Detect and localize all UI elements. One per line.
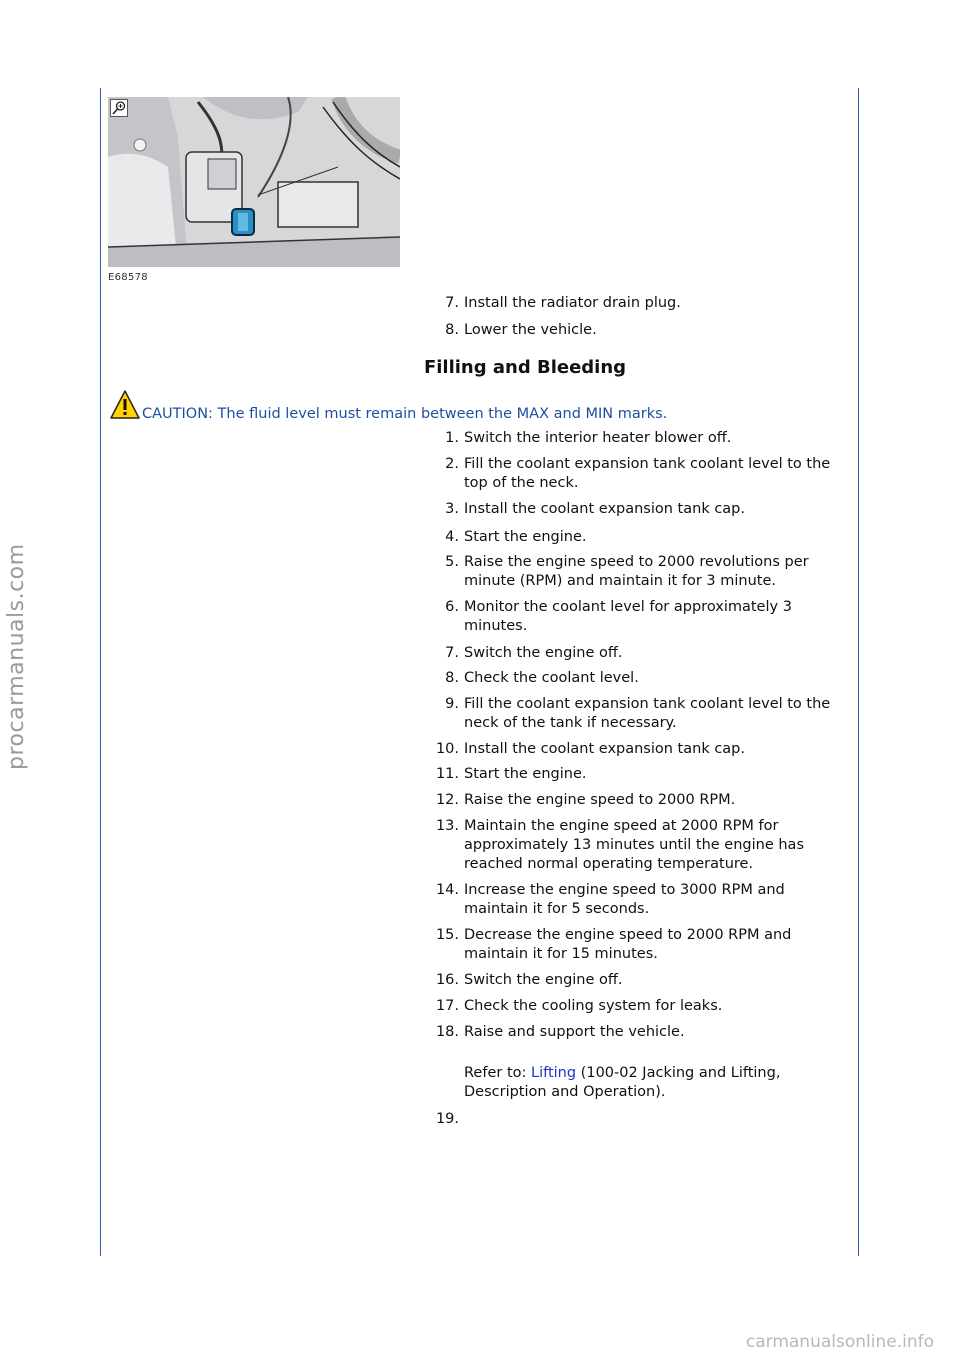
step-text: Raise the engine speed to 2000 RPM. xyxy=(464,792,736,808)
step-number: 1. xyxy=(445,430,459,446)
step-number: 18. xyxy=(435,1024,459,1040)
step-number: 6. xyxy=(445,599,459,615)
step-number: 7. xyxy=(445,645,459,661)
zoom-in-icon[interactable] xyxy=(110,99,128,117)
step-text: Switch the engine off. xyxy=(464,972,623,988)
step-text: Decrease the engine speed to 2000 RPM and maintain it for 15 minutes. xyxy=(464,927,792,962)
step-text: Switch the engine off. xyxy=(464,645,623,661)
step-number: 13. xyxy=(435,818,459,834)
step-number: 11. xyxy=(435,766,459,782)
reference-suffix: (100-02 Jacking and Lifting, Description and Operation). xyxy=(464,1065,781,1100)
step-text: Increase the engine speed to 3000 RPM and maintain it for 5 seconds. xyxy=(464,882,785,917)
step-text: Install the coolant expansion tank cap. xyxy=(464,741,745,757)
right-margin-rule xyxy=(858,88,859,1256)
component-illustration[interactable] xyxy=(108,97,400,267)
step-text: Fill the coolant expansion tank coolant level to the top of the neck. xyxy=(464,456,831,491)
section-title: Filling and Bleeding xyxy=(423,357,627,378)
step-text: Check the cooling system for leaks. xyxy=(464,998,723,1014)
step-number: 3. xyxy=(445,501,459,517)
step-text: Raise the engine speed to 2000 revolutions per minute (RPM) and maintain it for 3 minute. xyxy=(464,554,809,589)
step-number: 19. xyxy=(435,1111,459,1127)
step-number: 7. xyxy=(445,295,459,311)
step-text: Install the radiator drain plug. xyxy=(464,295,681,311)
step-number: 4. xyxy=(445,529,459,545)
step-number: 16. xyxy=(435,972,459,988)
bottom-watermark: carmanualsonline.info xyxy=(745,1332,934,1352)
warning-triangle-icon xyxy=(110,390,140,420)
step-number: 9. xyxy=(445,696,459,712)
step-number: 8. xyxy=(445,322,459,338)
side-watermark: procarmanuals.com xyxy=(4,543,29,770)
step-number: 14. xyxy=(435,882,459,898)
step-text: Monitor the coolant level for approximately 3 minutes. xyxy=(464,599,792,634)
step-number: 17. xyxy=(435,998,459,1014)
lifting-link[interactable]: Lifting xyxy=(531,1065,577,1081)
step-number: 12. xyxy=(435,792,459,808)
step-text: Check the coolant level. xyxy=(464,670,639,686)
step-text: Install the coolant expansion tank cap. xyxy=(464,501,745,517)
left-margin-rule xyxy=(100,88,101,1256)
step-number: 8. xyxy=(445,670,459,686)
step-number: 15. xyxy=(435,927,459,943)
step-number: 2. xyxy=(445,456,459,472)
figure-id-label: E68578 xyxy=(108,272,148,283)
reference-note xyxy=(464,1064,844,1102)
step-text: Maintain the engine speed at 2000 RPM for approximately 13 minutes until the engine has reached normal operating temperature. xyxy=(464,818,804,872)
step-number: 10. xyxy=(435,741,459,757)
step-text: Switch the interior heater blower off. xyxy=(464,430,732,446)
caution-text: CAUTION: The fluid level must remain between the MAX and MIN marks. xyxy=(142,406,668,422)
step-text: Start the engine. xyxy=(464,766,587,782)
step-text: Lower the vehicle. xyxy=(464,322,597,338)
illustration-drawing xyxy=(108,97,400,267)
step-text: Start the engine. xyxy=(464,529,587,545)
reference-prefix: Refer to: xyxy=(464,1065,531,1081)
step-number: 5. xyxy=(445,554,459,570)
step-text: Raise and support the vehicle. xyxy=(464,1024,685,1040)
caution-note xyxy=(110,390,850,422)
step-text: Fill the coolant expansion tank coolant level to the neck of the tank if necessary. xyxy=(464,696,831,731)
